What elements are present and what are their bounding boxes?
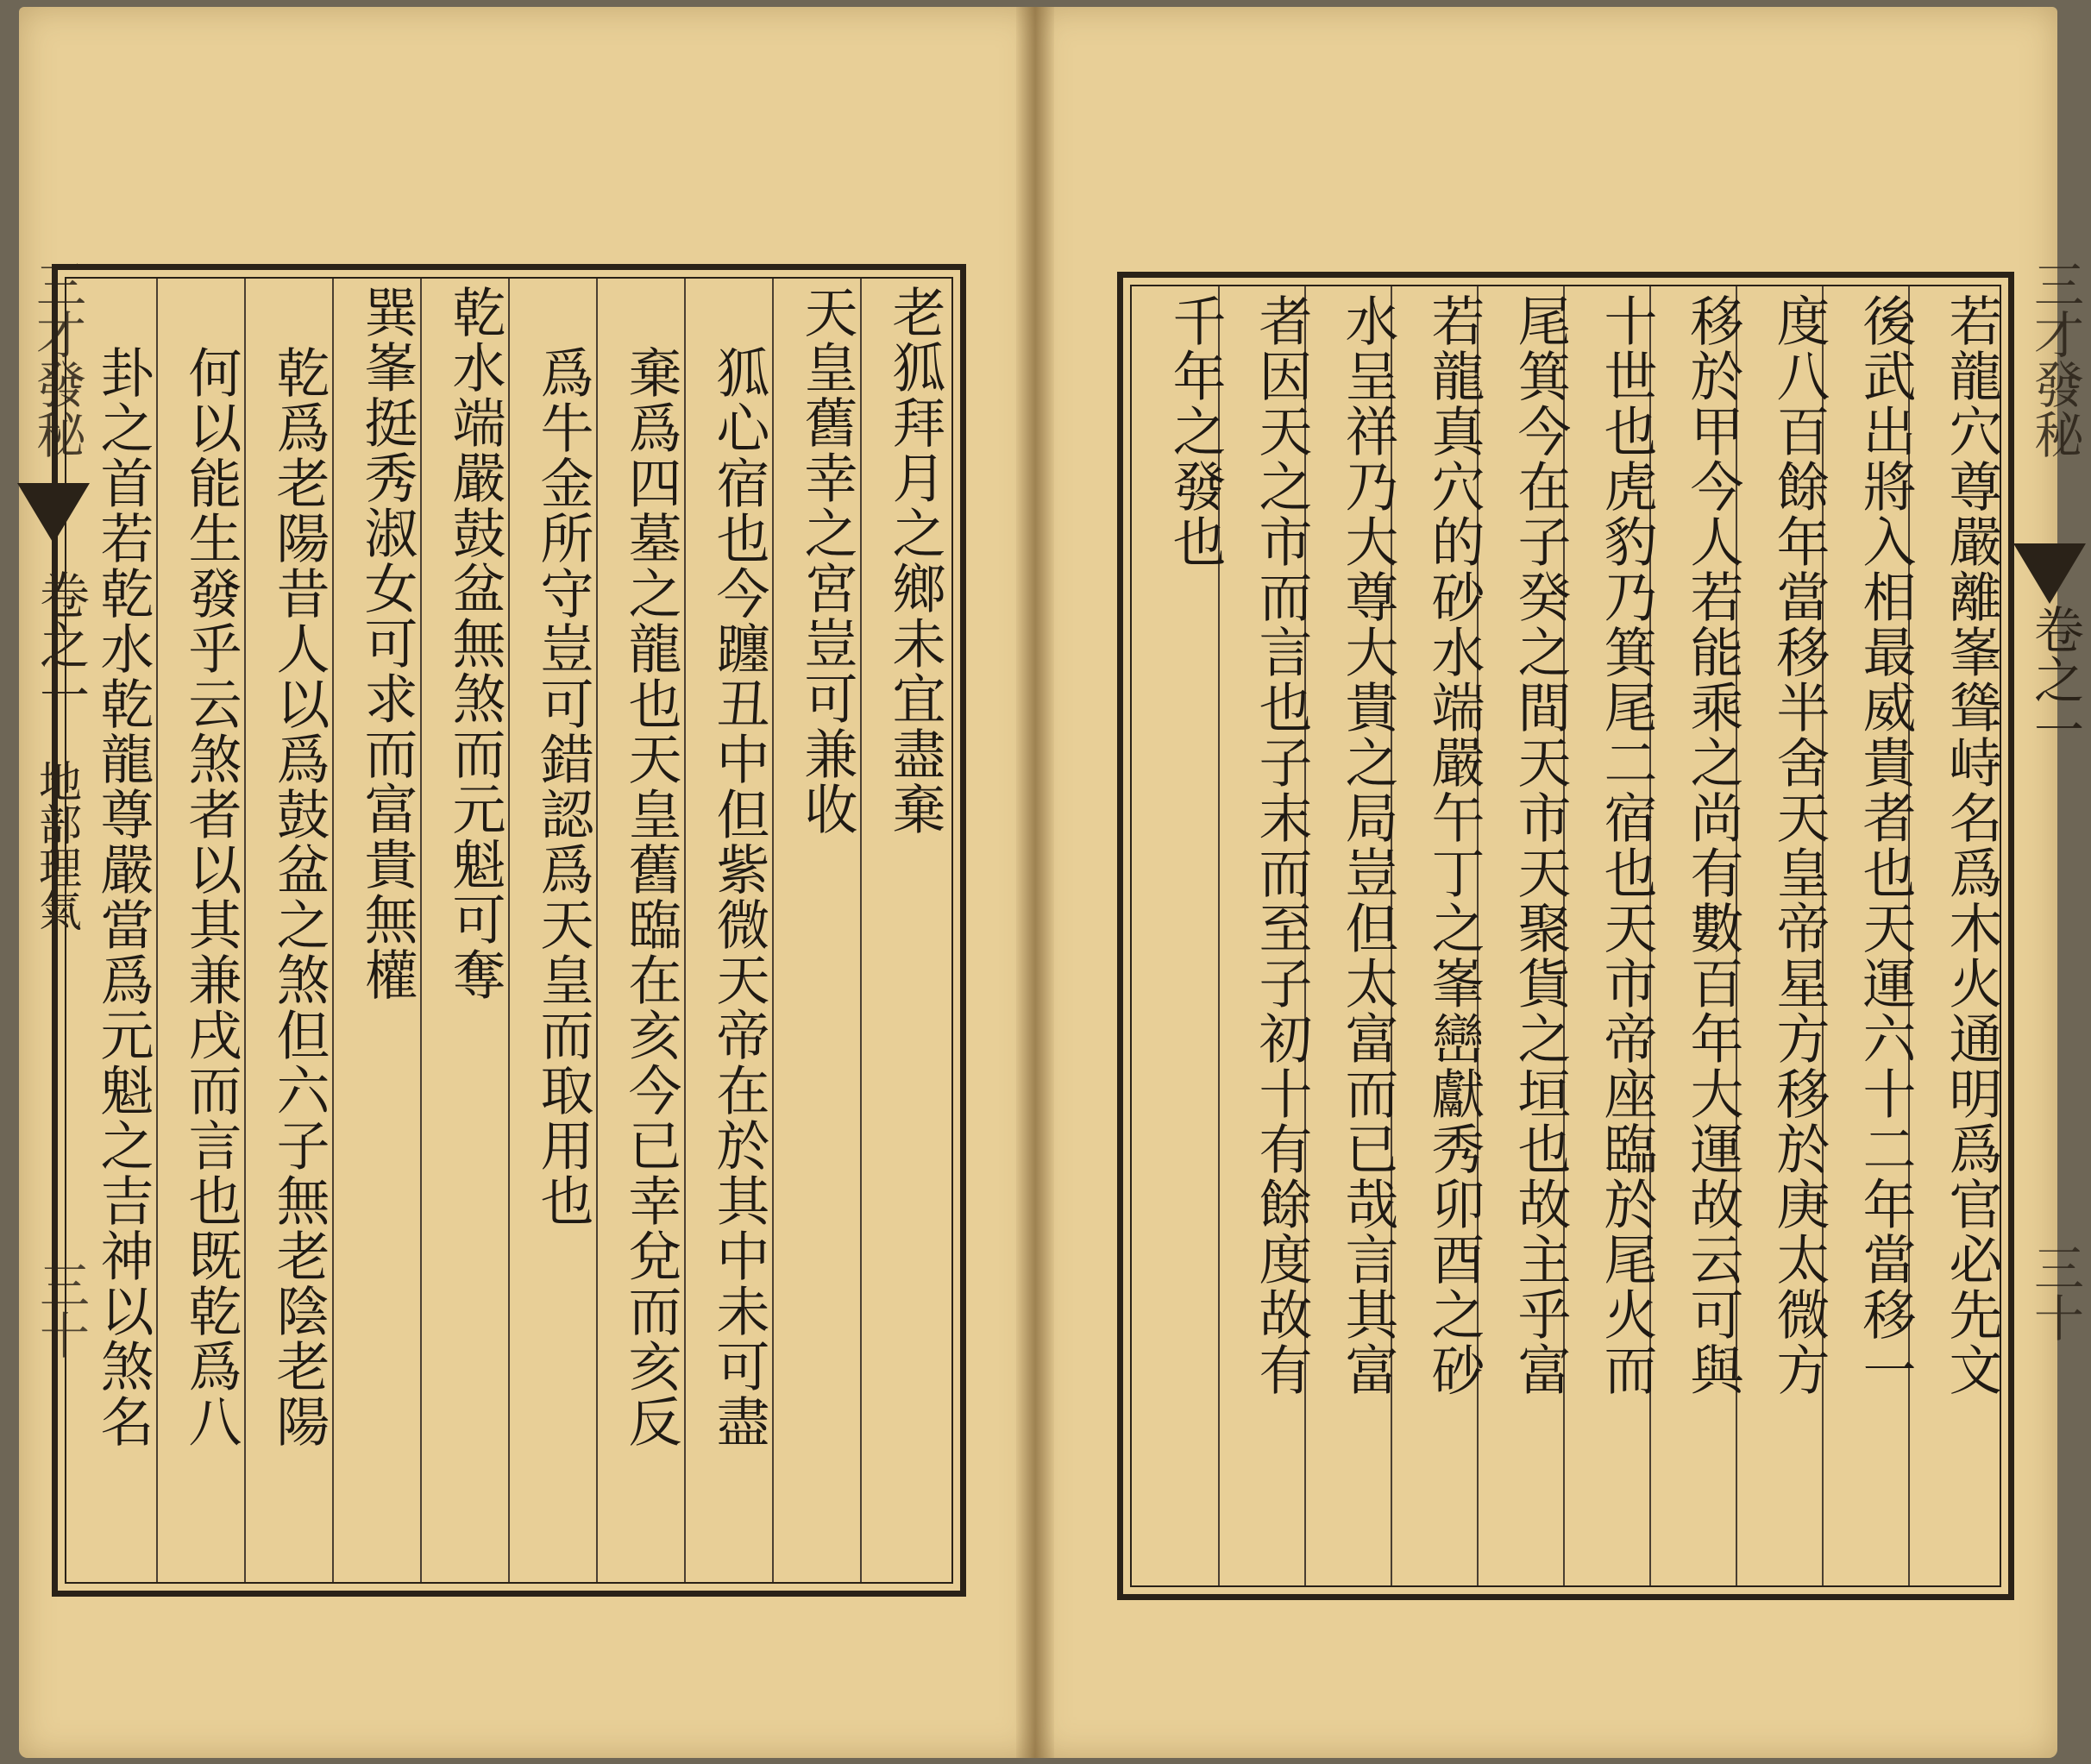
right-margin-title: 三才發秘 — [2025, 259, 2084, 459]
left-column-3: 狐心宿也今躔丑中但紫微天帝在於其中未可盡 — [707, 345, 770, 1449]
right-column-5: 十世也虎豹乃箕尾二宿也天市帝座臨於尾火而 — [1595, 293, 1658, 1397]
right-column-3: 度八百餘年當移半舍天皇帝星方移於庚太微方 — [1768, 293, 1830, 1397]
left-column-10: 卦之首若乾水乾龍尊嚴當爲元魁之吉神以煞名 — [91, 345, 154, 1449]
left-column-9: 何以能生發乎云煞者以其兼戌而言也既乾爲八 — [179, 345, 242, 1449]
left-fish-tail — [17, 483, 90, 543]
right-fish-tail — [2013, 543, 2086, 604]
left-margin-title: 三才發秘 — [28, 259, 86, 459]
right-margin-leaf: 三十 — [2025, 1242, 2084, 1342]
right-column-8: 水呈祥乃大尊大貴之局豈但太富而已哉言其富 — [1336, 293, 1399, 1397]
right-column-10: 千年之發也 — [1164, 293, 1227, 569]
left-column-2: 天皇舊幸之宮豈可兼收 — [795, 285, 858, 837]
right-column-9: 者因天之市而言也子末而至子初十有餘度故有 — [1250, 293, 1313, 1397]
left-column-5: 爲牛金所守豈可錯認爲天皇而取用也 — [531, 345, 594, 1228]
right-margin-volume: 卷之一 — [2025, 604, 2084, 754]
right-column-6: 尾箕今在子癸之間天市天聚貨之垣也故主乎富 — [1509, 293, 1572, 1397]
right-column-7: 若龍真穴的砂水端嚴午丁之峯巒獻秀卯酉之砂 — [1422, 293, 1485, 1397]
left-column-4: 棄爲四墓之龍也天皇舊臨在亥今已幸兌而亥反 — [619, 345, 682, 1449]
left-column-8: 乾爲老陽昔人以爲鼓盆之煞但六子無老陰老陽 — [267, 345, 330, 1449]
left-column-6: 乾水端嚴鼓盆無煞而元魁可奪 — [443, 285, 506, 1002]
left-margin-leaf: 三十 — [31, 1259, 90, 1359]
right-column-4: 移於甲今人若能乘之尚有數百年大運故云可與 — [1681, 293, 1744, 1397]
left-margin-volume: 卷之一 — [31, 569, 90, 719]
left-column-7: 巽峯挺秀淑女可求而富貴無權 — [355, 285, 418, 1002]
left-column-1: 老狐拜月之鄉未宜盡棄 — [883, 285, 946, 837]
right-column-2: 後武出將入相最威貴者也天運六十二年當移一 — [1854, 293, 1917, 1397]
book-gutter — [1016, 7, 1054, 1758]
left-margin-section: 地部理氣 — [32, 759, 82, 932]
right-column-1: 若龍穴尊嚴離峯聳峙名爲木火通明爲官必先文 — [1940, 293, 2003, 1397]
